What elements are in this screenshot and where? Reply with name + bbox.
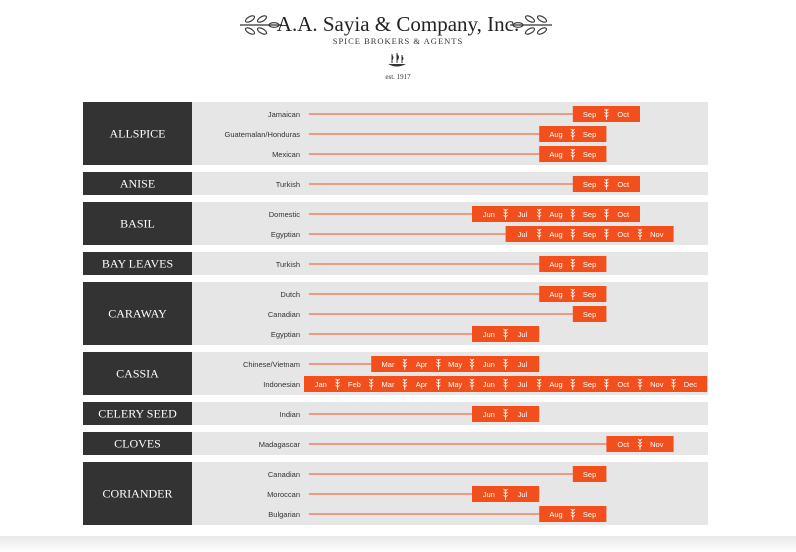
- month-label: Sep: [582, 180, 597, 189]
- category-group-coriander: [83, 462, 708, 525]
- month-label: Mar: [381, 380, 395, 389]
- origin-label: Canadian: [267, 470, 300, 479]
- month-label: Sep: [582, 260, 597, 269]
- month-label: Nov: [650, 230, 664, 239]
- month-label: Aug: [549, 510, 563, 519]
- category-group-cassia: [83, 352, 708, 395]
- month-label: Jun: [482, 490, 495, 499]
- month-label: Oct: [617, 440, 630, 449]
- month-label: Jun: [482, 410, 495, 419]
- month-label: Sep: [582, 310, 597, 319]
- category-label: ANISE: [119, 176, 156, 191]
- origin-label: Indonesian: [263, 380, 300, 389]
- category-label: CORIANDER: [102, 486, 173, 501]
- origin-label: Indian: [279, 410, 300, 419]
- category-group-allspice: [83, 102, 708, 165]
- month-label: Oct: [617, 110, 630, 119]
- month-label: Sep: [582, 130, 597, 139]
- origin-label: Moroccan: [267, 490, 300, 499]
- month-label: Sep: [582, 230, 597, 239]
- month-label: Jul: [517, 210, 528, 219]
- month-label: Sep: [582, 380, 597, 389]
- month-label: Nov: [650, 440, 664, 449]
- month-label: Aug: [549, 130, 563, 139]
- month-label: Oct: [617, 210, 630, 219]
- month-label: Jul: [517, 410, 528, 419]
- month-label: May: [448, 360, 463, 369]
- origin-label: Chinese/Vietnam: [243, 360, 300, 369]
- month-label: Apr: [415, 380, 428, 389]
- origin-label: Mexican: [272, 150, 300, 159]
- category-label: BASIL: [120, 216, 155, 231]
- month-label: Jul: [517, 360, 528, 369]
- month-label: Sep: [582, 150, 597, 159]
- month-label: Apr: [415, 360, 428, 369]
- category-group-caraway: [83, 282, 708, 345]
- origin-label: Guatemalan/Honduras: [224, 130, 300, 139]
- category-label: CASSIA: [116, 366, 159, 381]
- month-label: Mar: [381, 360, 395, 369]
- month-label: Dec: [683, 380, 698, 389]
- bottom-shadow: [0, 536, 796, 552]
- month-label: Aug: [549, 230, 563, 239]
- origin-label: Madagascar: [258, 440, 300, 449]
- month-label: Jul: [517, 380, 528, 389]
- month-label: Jul: [517, 330, 528, 339]
- origin-label: Egyptian: [270, 330, 300, 339]
- category-group-basil: [83, 202, 708, 245]
- origin-label: Jamaican: [267, 110, 300, 119]
- category-label: CARAWAY: [108, 306, 167, 321]
- month-label: Sep: [582, 470, 597, 479]
- month-label: Sep: [582, 510, 597, 519]
- origin-label: Dutch: [280, 290, 300, 299]
- month-label: Oct: [617, 180, 630, 189]
- origin-label: Bulgarian: [268, 510, 300, 519]
- month-label: Feb: [347, 380, 361, 389]
- month-label: Jun: [482, 380, 495, 389]
- month-label: Oct: [617, 380, 630, 389]
- month-label: Jun: [482, 210, 495, 219]
- month-label: Sep: [582, 290, 597, 299]
- month-label: Aug: [549, 380, 563, 389]
- established-date: est. 1917: [385, 73, 411, 81]
- month-label: Sep: [582, 110, 597, 119]
- category-label: ALLSPICE: [109, 126, 166, 141]
- month-label: Aug: [549, 150, 563, 159]
- category-group-bay-leaves: [83, 252, 708, 275]
- month-label: Oct: [617, 230, 630, 239]
- month-label: Jul: [517, 490, 528, 499]
- origin-label: Turkish: [275, 260, 300, 269]
- origin-label: Egyptian: [270, 230, 300, 239]
- month-label: Jan: [314, 380, 327, 389]
- month-label: May: [448, 380, 463, 389]
- company-tagline: SPICE BROKERS & AGENTS: [332, 36, 464, 46]
- month-label: Jul: [517, 230, 528, 239]
- category-group-cloves: [83, 432, 708, 455]
- category-group-celery-seed: [83, 402, 708, 425]
- month-label: Aug: [549, 290, 563, 299]
- month-label: Jun: [482, 330, 495, 339]
- month-label: Nov: [650, 380, 664, 389]
- category-label: CLOVES: [114, 436, 161, 451]
- origin-label: Canadian: [267, 310, 300, 319]
- month-label: Sep: [582, 210, 597, 219]
- month-label: Aug: [549, 260, 563, 269]
- origin-label: Domestic: [268, 210, 300, 219]
- category-group-anise: [83, 172, 708, 195]
- category-label: BAY LEAVES: [101, 256, 174, 271]
- month-label: Aug: [549, 210, 563, 219]
- category-label: CELERY SEED: [98, 406, 177, 421]
- origin-label: Turkish: [275, 180, 300, 189]
- company-name: A.A. Sayia & Company, Inc.: [276, 12, 520, 36]
- month-label: Jun: [482, 360, 495, 369]
